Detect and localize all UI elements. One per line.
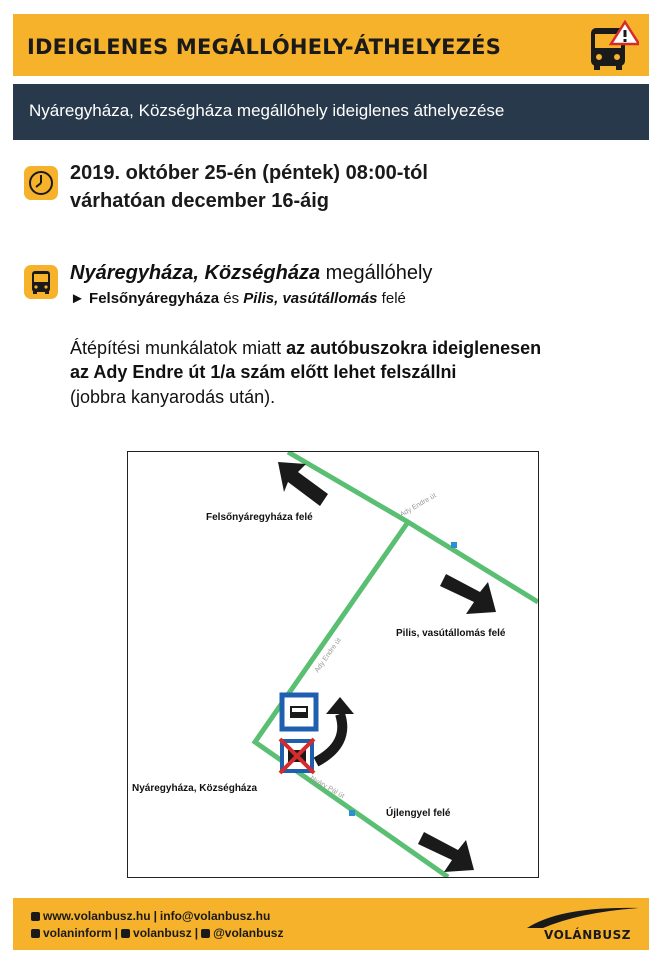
map-marker: [349, 810, 355, 816]
stop-directions: [70, 290, 406, 307]
new-bus-stop-icon: [282, 695, 316, 729]
page-title: IDEIGLENES MEGÁLLÓHELY-ÁTHELYEZÉS: [27, 35, 502, 59]
footer-contact-line-2: [31, 926, 283, 940]
instagram-icon: [201, 929, 210, 938]
info-text-1b: az autóbuszokra ideiglenesen: [286, 338, 542, 358]
volanbusz-logo-text: VOLÁNBUSZ: [544, 928, 631, 942]
footer-web[interactable]: www.volanbusz.hu: [43, 909, 151, 923]
turn-arrow-icon: [316, 697, 354, 762]
page-subtitle: Nyáregyháza, Községháza megállóhely ideiglenes áthelyezése: [29, 101, 505, 120]
map-label-ujlengyel: Újlengyel felé: [386, 808, 451, 819]
volanbusz-logo-swoosh: [521, 904, 641, 930]
arrow-lower-right-icon: [418, 832, 474, 872]
stop-heading: [70, 262, 432, 285]
header-bar: [13, 14, 649, 76]
info-line-1: [70, 338, 541, 359]
street-label-nyary: Nyáry Pál út: [308, 774, 346, 801]
map-roads: [128, 452, 538, 877]
footer-email[interactable]: info@volanbusz.hu: [159, 909, 271, 923]
street-label-ady-2: Ady Endre út: [313, 636, 343, 675]
arrow-right-down-icon: [440, 574, 496, 614]
stop-suffix: megállóhely: [320, 262, 433, 284]
arrow-right-icon: ►: [70, 290, 85, 307]
facebook-icon: [31, 929, 40, 938]
footer-bar: [13, 898, 649, 950]
map-label-felso: Felsőnyáregyháza felé: [206, 512, 313, 523]
facebook-icon: [121, 929, 130, 938]
web-icon: [31, 912, 40, 921]
footer-contact-line-1: [31, 909, 270, 923]
road-ady-endre-upper: [288, 452, 538, 602]
detour-map: [127, 451, 539, 878]
footer-fb2[interactable]: volanbusz: [133, 926, 192, 940]
subheader-bar: [13, 84, 649, 140]
street-label-ady-1: Ady Endre út: [398, 492, 438, 519]
clock-icon: [24, 166, 58, 200]
direction-and: és: [219, 290, 244, 307]
info-line-3: (jobbra kanyarodás után).: [70, 387, 276, 407]
footer-sep: |: [153, 909, 157, 923]
info-text-1a: Átépítési munkálatok miatt: [70, 338, 287, 358]
direction-1: Felsőnyáregyháza: [89, 290, 220, 307]
schedule-line-1: 2019. október 25-én (péntek) 08:00-tól: [70, 162, 428, 184]
map-marker: [451, 542, 457, 548]
map-label-kozseghaza: Nyáregyháza, Községháza: [132, 783, 258, 794]
schedule-line-2: várhatóan december 16-áig: [70, 190, 329, 212]
closed-bus-stop-icon: [280, 739, 314, 773]
bus-warning-icon: [587, 20, 639, 72]
bus-icon: [24, 265, 58, 299]
direction-2: Pilis, vasútállomás: [243, 290, 378, 307]
footer-insta[interactable]: @volanbusz: [213, 926, 284, 940]
footer-sep: |: [114, 926, 119, 940]
stop-name: Nyáregyháza, Községháza: [70, 262, 321, 284]
footer-sep: |: [194, 926, 199, 940]
map-label-pilis: Pilis, vasútállomás felé: [396, 628, 506, 639]
info-line-2: az Ady Endre út 1/a szám előtt lehet felszállni: [70, 362, 457, 382]
footer-fb1[interactable]: volaninform: [43, 926, 112, 940]
direction-towards: felé: [377, 290, 406, 307]
